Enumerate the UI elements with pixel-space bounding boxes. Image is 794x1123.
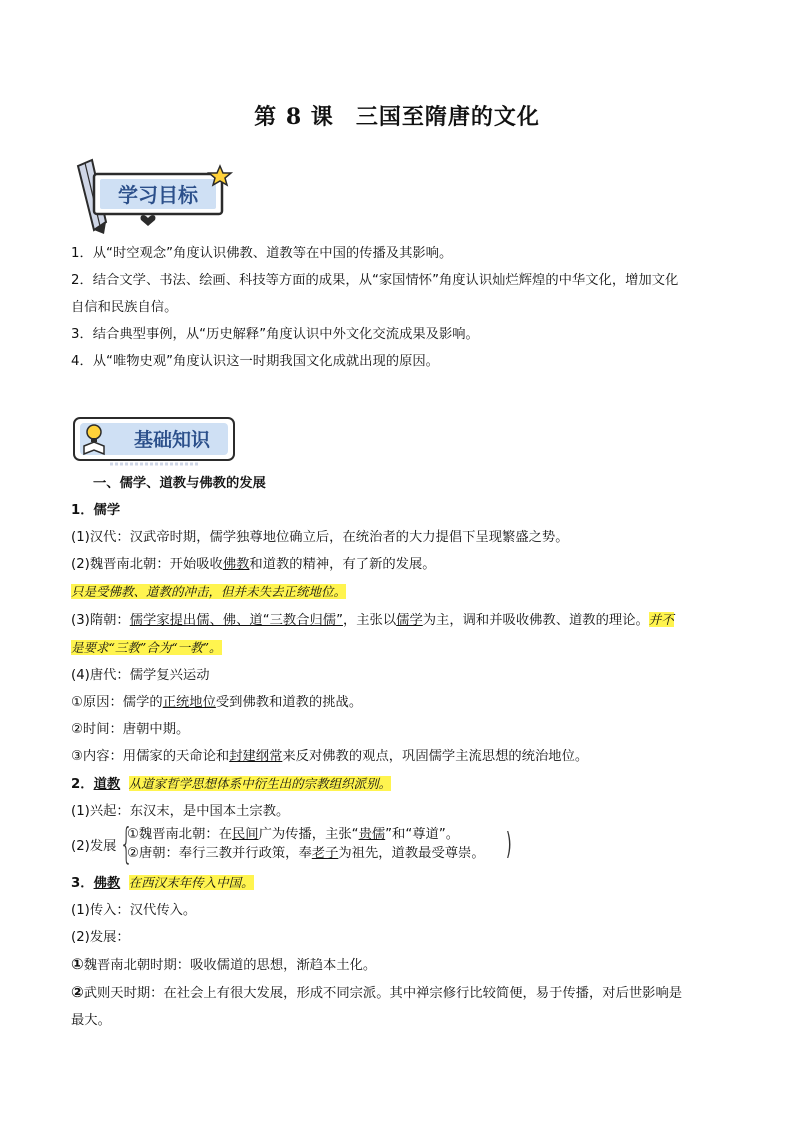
page-title — [0, 100, 794, 131]
heart-icon — [141, 215, 156, 226]
highlight-note: 并不 — [648, 612, 674, 627]
note-line — [71, 578, 731, 606]
subsection-buddhism: 3．佛教 在西汉末年传入中国。 — [71, 875, 254, 891]
subsection-taoism: 2．道教 从道家哲学思想体系中衍生出的宗教组织派别。 — [71, 776, 392, 792]
goals-badge-label: 学习目标 — [118, 183, 198, 207]
learning-goals-badge — [70, 156, 235, 234]
text-line: (1)传入：汉代传入。 — [71, 903, 197, 918]
text-line: 最大。 — [71, 1013, 111, 1028]
goal-item: 4．从“唯物史观”角度认识这一时期我国文化成就出现的原因。 — [71, 354, 439, 369]
goal-item: 2．结合文学、书法、绘画、科技等方面的成果，从“家国情怀”角度认识灿烂辉煌的中华文化，增加文化 — [71, 273, 679, 288]
highlight-note: 是要求“三教”合为“一教”。 — [71, 640, 222, 655]
basic-knowledge-content — [71, 470, 731, 1034]
text-line: ②唐朝：奉行三教并行政策，奉老子为祖先，道教最受尊崇。 — [127, 846, 485, 861]
note-line — [71, 634, 731, 662]
highlight-note: 在西汉末年传入中国。 — [128, 875, 254, 890]
section-heading: 一、儒学、道教与佛教的发展 — [93, 476, 266, 491]
text-line: (1)汉代：汉武帝时期，儒学独尊地位确立后，在统治者的大力提倡下呈现繁盛之势。 — [71, 530, 569, 545]
paren-icon: ) — [505, 827, 512, 862]
lesson-number: 第 8 课 — [254, 104, 334, 130]
text-line: ①魏晋南北朝时期：吸收儒道的思想，渐趋本土化。 — [71, 955, 377, 973]
text-line: ②武则天时期：在社会上有很大发展，形成不同宗派。其中禅宗修行比较简便，易于传播，对后世影响是 — [71, 983, 683, 1001]
brace-icon: { — [119, 819, 134, 868]
text-line: (2)魏晋南北朝：开始吸收佛教和道教的精神，有了新的发展。 — [71, 557, 436, 572]
text-line: ①魏晋南北朝：在民间广为传播，主张“贵儒”和“尊道”。 — [127, 827, 460, 842]
basic-knowledge-badge — [70, 412, 245, 468]
goal-item: 自信和民族自信。 — [71, 300, 178, 315]
goal-item: 3．结合典型事例，从“历史解释”角度认识中外文化交流成果及影响。 — [71, 327, 479, 342]
taoism-development: (2)发展 { ①魏晋南北朝：在民间广为传播，主张“贵儒”和“尊道”。 ②唐朝：奉行三教并行政策，奉老子为祖先，道教最受尊崇。 ) — [71, 819, 512, 868]
text-line: ③内容：用儒家的天命论和封建纲常来反对佛教的观点，巩固儒学主流思想的统治地位。 — [71, 749, 589, 764]
highlight-note: 只是受佛教、道教的冲击，但并未失去正统地位。 — [71, 584, 347, 599]
basic-badge-label: 基础知识 — [133, 429, 211, 451]
lesson-title: 三国至隋唐的文化 — [355, 104, 540, 130]
text-line: (4)唐代：儒学复兴运动 — [71, 668, 210, 683]
highlight-note: 从道家哲学思想体系中衍生出的宗教组织派别。 — [128, 776, 392, 791]
text-line: ①原因：儒学的正统地位受到佛教和道教的挑战。 — [71, 695, 363, 710]
text-line: ②时间：唐朝中期。 — [71, 722, 190, 737]
text-line: (2)发展： — [71, 930, 130, 945]
learning-goals-list — [71, 240, 731, 375]
text-line: (3)隋朝：儒学家提出儒、佛、道“三教合归儒”，主张以儒学为主，调和并吸收佛教、道教的理论。并不 — [71, 612, 674, 628]
subsection-confucianism: 1．儒学 — [71, 503, 121, 518]
goal-item: 1．从“时空观念”角度认识佛教、道教等在中国的传播及其影响。 — [71, 246, 453, 261]
text-line: (1)兴起：东汉末，是中国本土宗教。 — [71, 804, 290, 819]
